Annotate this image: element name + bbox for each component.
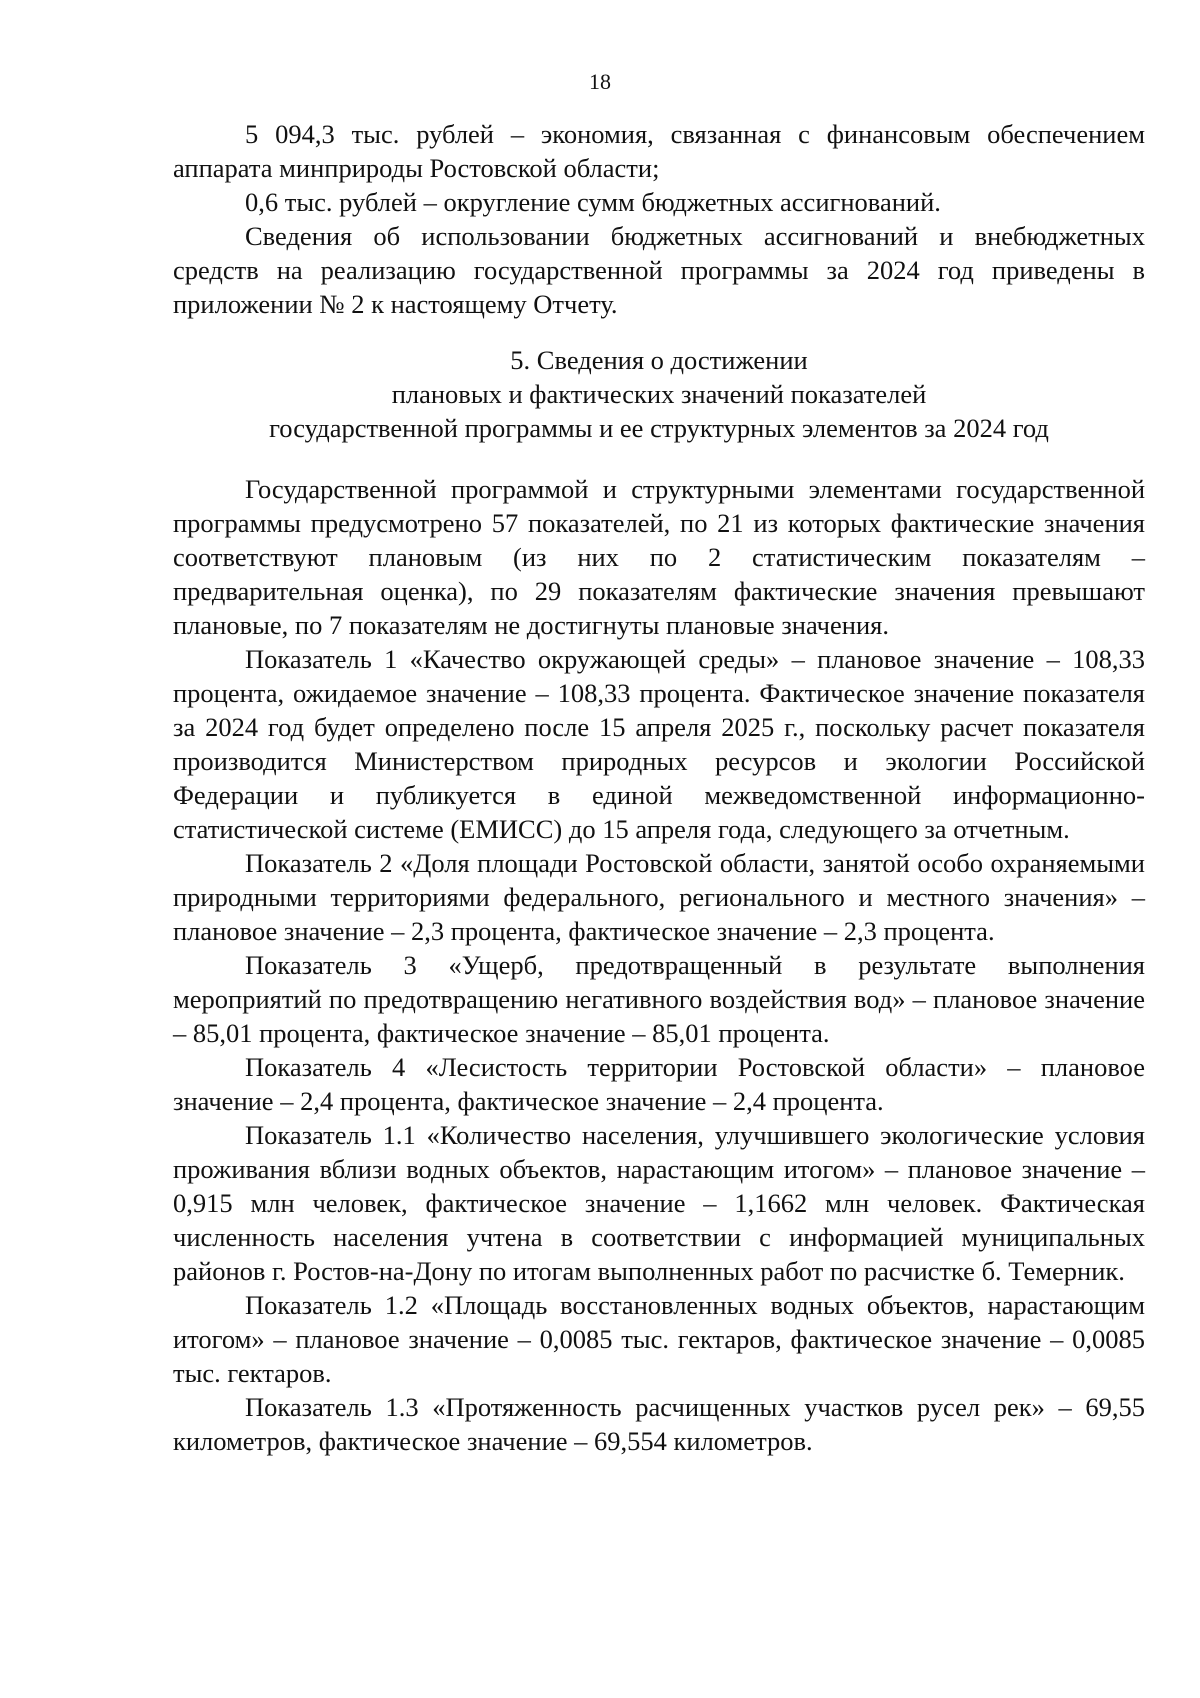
paragraph-indicator-2: Показатель 2 «Доля площади Ростовской области, занятой особо охраняемыми природными территориями федерального, регионального и местного значения» – плановое значение – 2,3 процента, фактическое значение – 2,3 процента. — [173, 848, 1145, 946]
paragraph-indicator-1: Показатель 1 «Качество окружающей среды» – плановое значение – 108,33 процента, ожидаемое значение – 108,33 процента. Фактическое значение показателя за 2024 год будет определено после 15 апреля 2025 г., поскольку расчет показателя производится Министерством природных ресурсов и экологии Российской Федерации и публикуется в единой межведомственной информационно-статистической системе (ЕМИСС) до 15 апреля года, следующего за отчетным. — [173, 644, 1145, 844]
paragraph-indicator-3: Показатель 3 «Ущерб, предотвращенный в результате выполнения мероприятий по предотвращению негативного воздействия вод» – плановое значение – 85,01 процента, фактическое значение – 85,01 процента. — [173, 950, 1145, 1048]
paragraph-economy: 5 094,3 тыс. рублей – экономия, связанная с финансовым обеспечением аппарата минприроды Ростовской области; — [173, 119, 1145, 183]
document-body — [173, 117, 1145, 1458]
paragraph-indicator-4: Показатель 4 «Лесистость территории Ростовской области» – плановое значение – 2,4 процента, фактическое значение – 2,4 процента. — [173, 1052, 1145, 1116]
paragraph-indicator-1-3: Показатель 1.3 «Протяженность расчищенных участков русел рек» – 69,55 километров, фактическое значение – 69,554 километров. — [173, 1392, 1145, 1456]
paragraph-rounding: 0,6 тыс. рублей – округление сумм бюджетных ассигнований. — [245, 187, 941, 217]
paragraph-indicator-1-1: Показатель 1.1 «Количество населения, улучшившего экологические условия проживания вблизи водных объектов, нарастающим итогом» – плановое значение – 0,915 млн человек, фактическое значение – 1,1662 млн человек. Фактическая численность населения учтена в соответствии с информацией муниципальных районов г. Ростов-на-Дону по итогам выполненных работ по расчистке б. Темерник. — [173, 1120, 1145, 1286]
section-heading-line: 5. Сведения о достижении — [510, 345, 808, 375]
section-heading-line: плановых и фактических значений показателей — [391, 379, 927, 409]
page-number: 18 — [589, 69, 611, 94]
paragraph-indicators-summary: Государственной программой и структурными элементами государственной программы предусмотрено 57 показателей, по 21 из которых фактические значения соответствуют плановым (из них по 2 статистическим показателям – предварительная оценка), по 29 показателям фактические значения превышают плановые, по 7 показателям не достигнуты плановые значения. — [173, 474, 1145, 640]
paragraph-indicator-1-2: Показатель 1.2 «Площадь восстановленных водных объектов, нарастающим итогом» – плановое значение – 0,0085 тыс. гектаров, фактическое значение – 0,0085 тыс. гектаров. — [173, 1290, 1145, 1388]
paragraph-budget-info: Сведения об использовании бюджетных ассигнований и внебюджетных средств на реализацию государственной программы за 2024 год приведены в приложении № 2 к настоящему Отчету. — [173, 221, 1145, 319]
section-heading — [173, 343, 1145, 445]
section-heading-line: государственной программы и ее структурных элементов за 2024 год — [269, 413, 1049, 443]
